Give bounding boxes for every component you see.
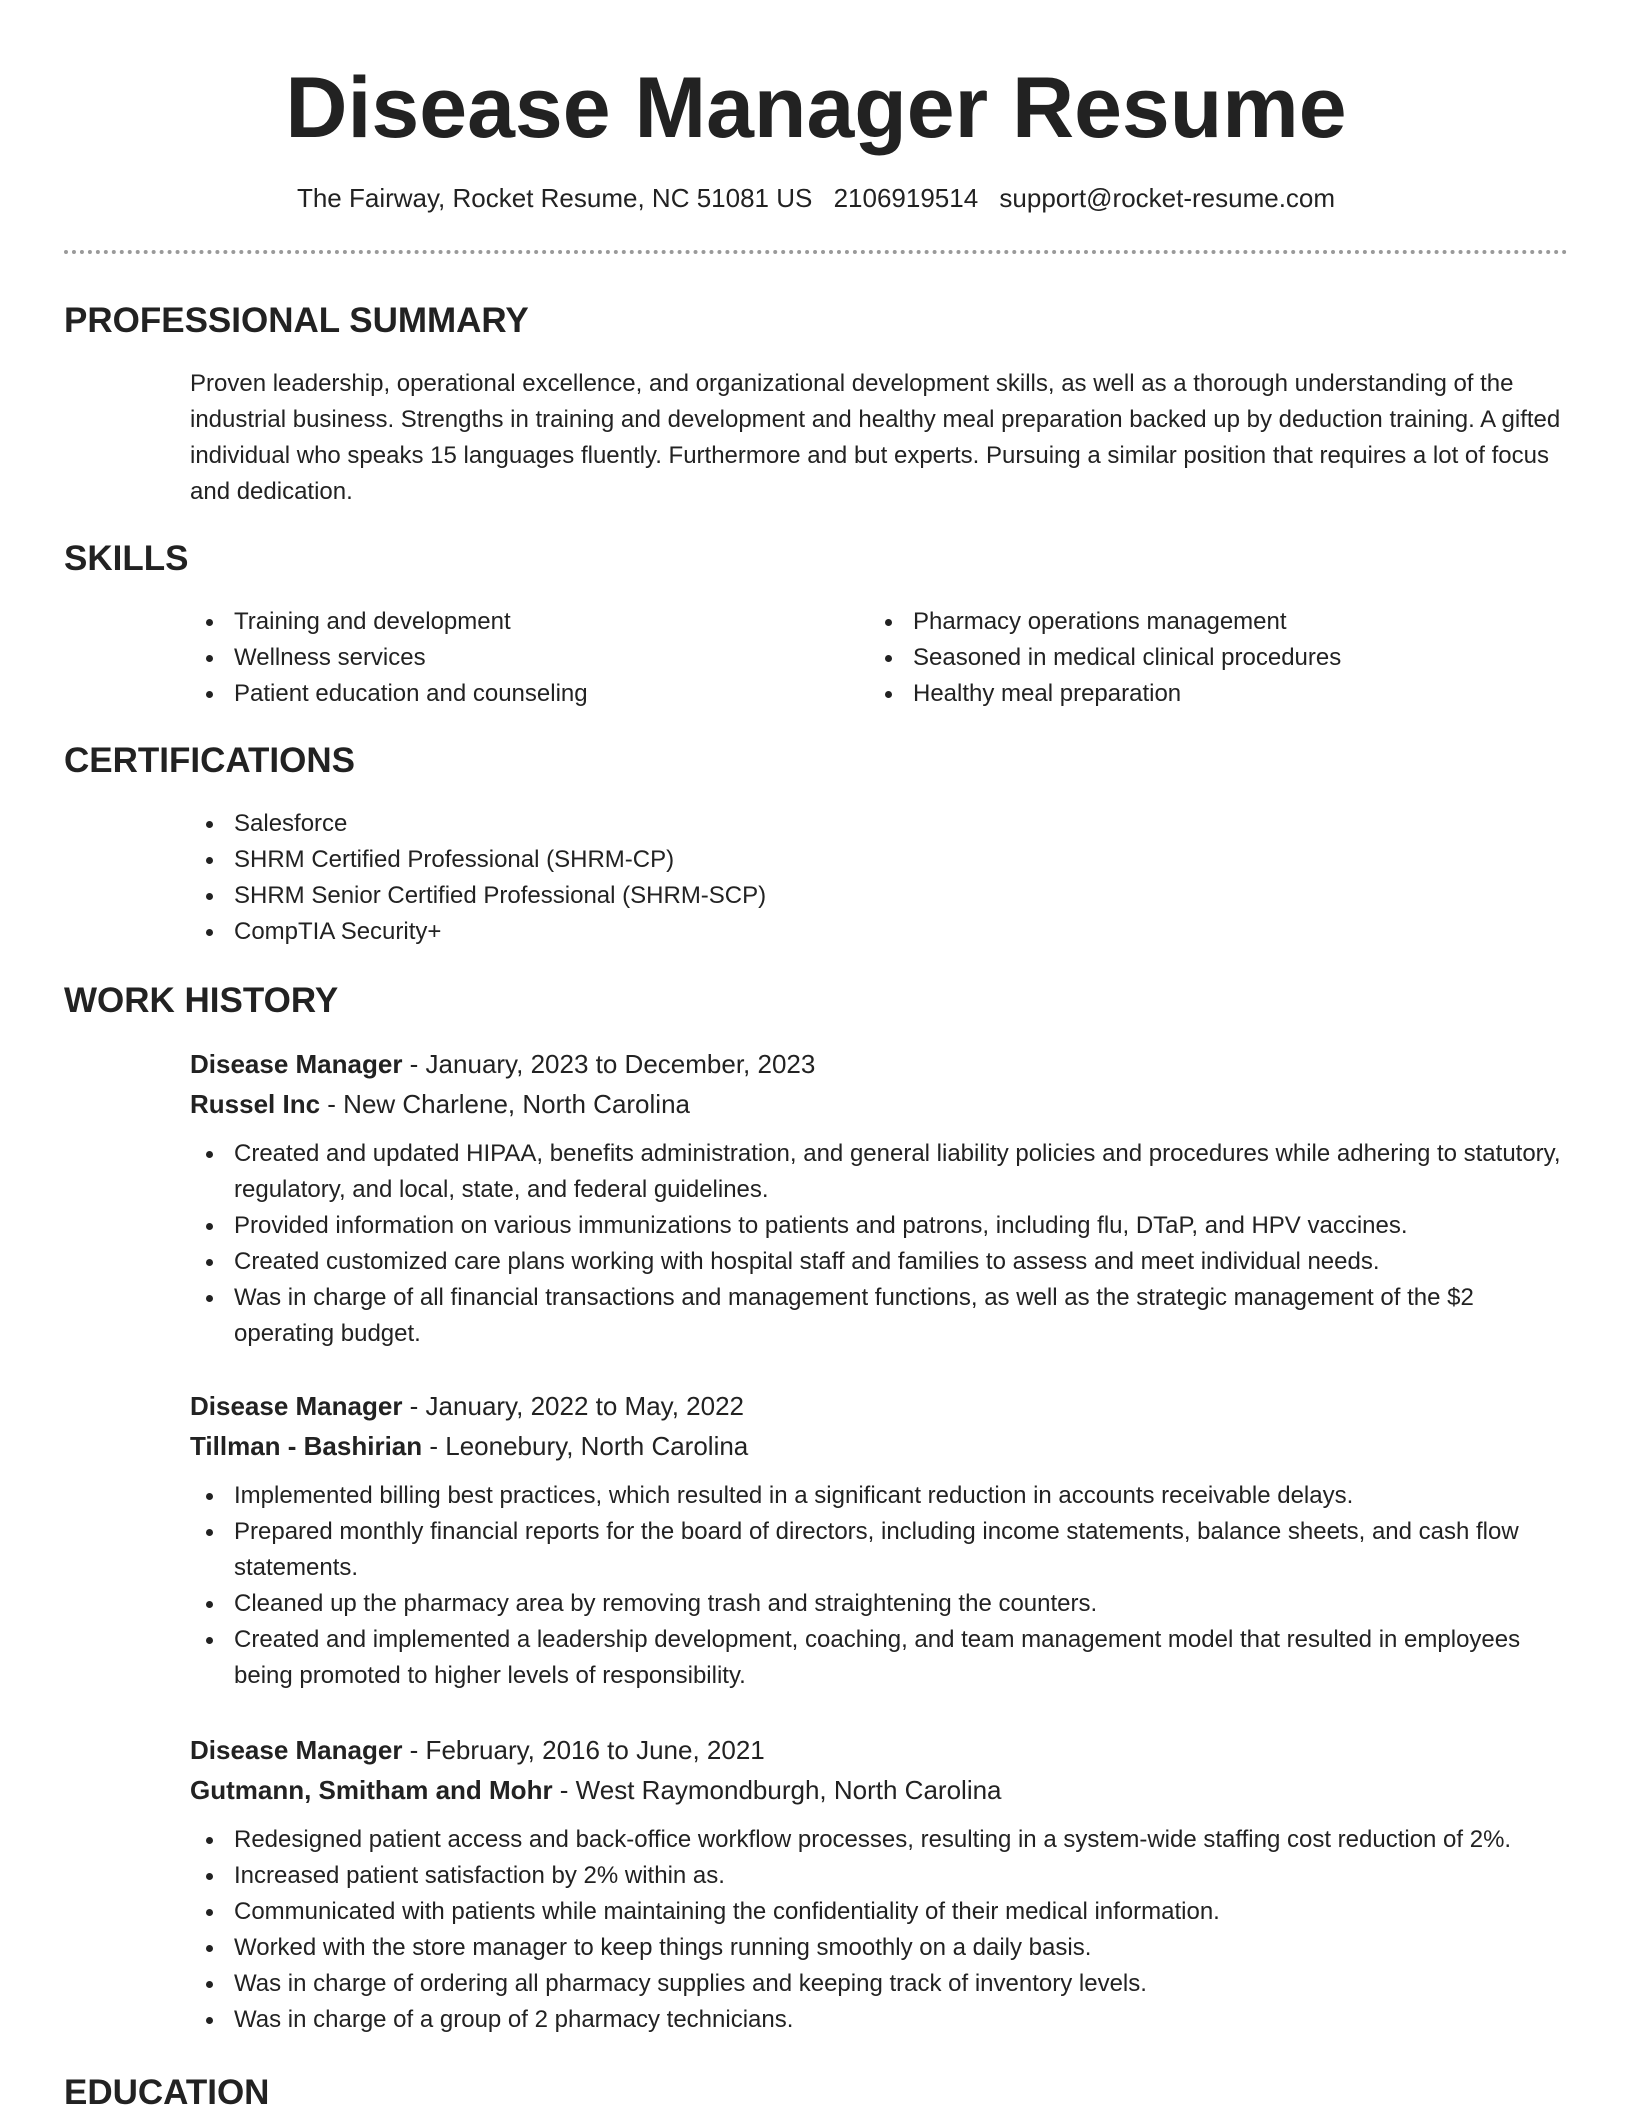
job-bullet: Implemented billing best practices, which resulted in a significant reduction in accounts receivable delays. [190, 1478, 1580, 1514]
contact-email: support@rocket-resume.com [999, 183, 1336, 213]
job-company-line [190, 1426, 1580, 1466]
job-bullet: Worked with the store manager to keep things running smoothly on a daily basis. [190, 1930, 1580, 1966]
header-divider [64, 250, 1568, 254]
job-location: - New Charlene, North Carolina [320, 1089, 690, 1119]
job-company-line [190, 1084, 1580, 1124]
job-bullet: Cleaned up the pharmacy area by removing trash and straightening the counters. [190, 1586, 1580, 1622]
job-bullet: Was in charge of ordering all pharmacy supplies and keeping track of inventory levels. [190, 1966, 1580, 2002]
section-heading-education: EDUCATION [64, 2073, 270, 2112]
job-bullet: Created and implemented a leadership development, coaching, and team management model that resulted in employees being promoted to higher levels of responsibility. [190, 1622, 1580, 1694]
job-title-line [190, 1730, 1580, 1770]
job-entry [190, 1730, 1580, 2038]
job-bullet: Was in charge of a group of 2 pharmacy technicians. [190, 2002, 1580, 2038]
skill-item: Training and development [190, 604, 588, 640]
section-heading-work-history: WORK HISTORY [64, 981, 339, 1020]
job-company: Gutmann, Smitham and Mohr [190, 1775, 553, 1805]
job-bullet: Increased patient satisfaction by 2% within as. [190, 1858, 1580, 1894]
summary-text: Proven leadership, operational excellence, and organizational development skills, as well as a thorough understanding of the industrial business. Strengths in training and development and healthy meal preparation backed up by deduction training. A gifted individual who speaks 15 languages fluently. Furthermore and but experts. Pursuing a similar position that requires a lot of focus and dedication. [190, 370, 1561, 505]
certification-item: SHRM Certified Professional (SHRM-CP) [190, 842, 766, 878]
job-dates: - January, 2023 to December, 2023 [402, 1049, 816, 1079]
job-entry [190, 1044, 1580, 1352]
job-title-line [190, 1044, 1580, 1084]
job-bullet: Was in charge of all financial transactions and management functions, as well as the strategic management of the $2 operating budget. [190, 1280, 1580, 1352]
certification-item: CompTIA Security+ [190, 914, 766, 950]
job-bullet: Provided information on various immunizations to patients and patrons, including flu, DTaP, and HPV vaccines. [190, 1208, 1580, 1244]
skills-column-right [869, 604, 1341, 712]
job-bullet: Redesigned patient access and back-office workflow processes, resulting in a system-wide staffing cost reduction of 2%. [190, 1822, 1580, 1858]
job-bullet: Communicated with patients while maintaining the confidentiality of their medical information. [190, 1894, 1580, 1930]
section-heading-summary: PROFESSIONAL SUMMARY [64, 301, 529, 340]
certifications-list [190, 806, 766, 950]
job-dates: - February, 2016 to June, 2021 [402, 1735, 765, 1765]
job-bullet: Prepared monthly financial reports for the board of directors, including income statements, balance sheets, and cash flow statements. [190, 1514, 1580, 1586]
job-company: Russel Inc [190, 1089, 321, 1119]
skill-item: Pharmacy operations management [869, 604, 1341, 640]
job-location: - West Raymondburgh, North Carolina [552, 1775, 1002, 1805]
job-dates: - January, 2022 to May, 2022 [402, 1391, 745, 1421]
contact-line [0, 180, 1632, 216]
job-location: - Leonebury, North Carolina [422, 1431, 749, 1461]
skills-column-left [190, 604, 588, 712]
job-title: Disease Manager [190, 1735, 403, 1765]
job-company-line [190, 1770, 1580, 1810]
job-bullet: Created customized care plans working with hospital staff and families to assess and meet individual needs. [190, 1244, 1580, 1280]
job-company: Tillman - Bashirian [190, 1431, 423, 1461]
certification-item: Salesforce [190, 806, 766, 842]
contact-address: The Fairway, Rocket Resume, NC 51081 US [296, 183, 813, 213]
section-heading-skills: SKILLS [64, 539, 189, 578]
job-title: Disease Manager [190, 1049, 403, 1079]
certification-item: SHRM Senior Certified Professional (SHRM-SCP) [190, 878, 766, 914]
skill-item: Patient education and counseling [190, 676, 588, 712]
page-title: Disease Manager Resume [285, 60, 1347, 156]
job-bullet: Created and updated HIPAA, benefits administration, and general liability policies and procedures while adhering to statutory, regulatory, and local, state, and federal guidelines. [190, 1136, 1580, 1208]
job-title-line [190, 1386, 1580, 1426]
section-heading-certifications: CERTIFICATIONS [64, 741, 356, 780]
contact-phone: 2106919514 [833, 183, 979, 213]
job-title: Disease Manager [190, 1391, 403, 1421]
job-entry [190, 1386, 1580, 1694]
skill-item: Seasoned in medical clinical procedures [869, 640, 1341, 676]
skill-item: Wellness services [190, 640, 588, 676]
skill-item: Healthy meal preparation [869, 676, 1341, 712]
